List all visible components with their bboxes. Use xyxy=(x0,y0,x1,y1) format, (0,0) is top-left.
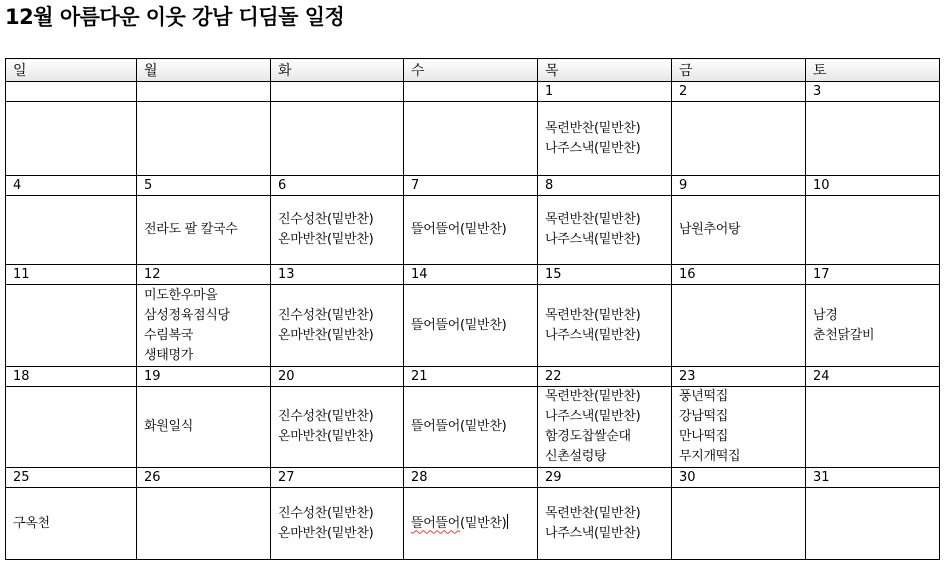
schedule-entry: 전라도 팔 칼국수 xyxy=(144,222,238,237)
schedule-row xyxy=(6,102,940,176)
schedule-row xyxy=(6,285,940,367)
weekday-header-thu: 목 xyxy=(538,59,672,82)
date-cell[interactable]: 13 xyxy=(271,265,404,285)
date-cell[interactable] xyxy=(404,82,538,102)
weekday-header-row xyxy=(6,59,940,82)
schedule-entry: 목련반찬(밑반찬) xyxy=(545,505,641,521)
schedule-entry: 생태명가 xyxy=(144,347,194,363)
schedule-cell[interactable] xyxy=(806,488,940,560)
schedule-entry: 남원추어탕 xyxy=(679,222,741,237)
schedule-row xyxy=(6,196,940,265)
date-cell[interactable]: 20 xyxy=(271,367,404,387)
date-cell[interactable]: 11 xyxy=(6,265,137,285)
schedule-cell[interactable] xyxy=(672,488,806,560)
date-cell[interactable]: 24 xyxy=(806,367,940,387)
date-row xyxy=(6,265,940,285)
schedule-entry: 구옥천 xyxy=(13,515,50,531)
schedule-cell[interactable] xyxy=(404,285,538,367)
weekday-header-tue: 화 xyxy=(271,59,404,82)
weekday-header-sun: 일 xyxy=(6,59,137,82)
schedule-entry: 목련반찬(밑반찬) xyxy=(545,307,641,323)
schedule-entry: 온마반찬(밑반찬) xyxy=(278,327,374,343)
date-cell[interactable]: 3 xyxy=(806,82,940,102)
date-cell[interactable]: 16 xyxy=(672,265,806,285)
schedule-entry: 삼성정육점식당 xyxy=(144,307,230,323)
date-cell[interactable]: 15 xyxy=(538,265,672,285)
date-cell[interactable]: 27 xyxy=(271,468,404,488)
schedule-cell[interactable] xyxy=(672,102,806,176)
weekday-header-wed: 수 xyxy=(404,59,538,82)
schedule-entry: 뜰어뜰어(밑반찬) xyxy=(411,419,507,434)
schedule-entry: 뜰어뜰어(밑반찬) xyxy=(411,515,507,531)
schedule-entry: 함경도찹쌀순대 xyxy=(545,429,631,444)
schedule-cell[interactable] xyxy=(137,285,271,367)
date-cell[interactable]: 28 xyxy=(404,468,538,488)
schedule-cell[interactable] xyxy=(137,387,271,468)
schedule-cell[interactable] xyxy=(271,196,404,265)
schedule-cell[interactable] xyxy=(137,102,271,176)
schedule-cell[interactable] xyxy=(6,387,137,468)
schedule-entry: 수림복국 xyxy=(144,327,194,343)
schedule-entry: 남경 xyxy=(813,307,838,323)
schedule-entry: 진수성찬(밑반찬) xyxy=(278,307,374,323)
date-cell[interactable]: 23 xyxy=(672,367,806,387)
schedule-entry: 목련반찬(밑반찬) xyxy=(545,212,641,227)
date-cell[interactable]: 12 xyxy=(137,265,271,285)
schedule-cell[interactable] xyxy=(806,102,940,176)
schedule-cell[interactable] xyxy=(6,488,137,560)
schedule-cell[interactable] xyxy=(404,387,538,468)
schedule-entry: 진수성찬(밑반찬) xyxy=(278,409,374,424)
date-cell[interactable]: 18 xyxy=(6,367,137,387)
date-cell[interactable]: 2 xyxy=(672,82,806,102)
schedule-calendar xyxy=(5,58,940,560)
weekday-header-fri: 금 xyxy=(672,59,806,82)
date-cell[interactable]: 31 xyxy=(806,468,940,488)
date-cell[interactable]: 19 xyxy=(137,367,271,387)
date-cell[interactable]: 17 xyxy=(806,265,940,285)
schedule-cell[interactable] xyxy=(271,285,404,367)
schedule-cell[interactable] xyxy=(137,196,271,265)
schedule-row xyxy=(6,488,940,560)
date-cell[interactable] xyxy=(6,82,137,102)
date-row xyxy=(6,367,940,387)
schedule-entry: 온마반찬(밑반찬) xyxy=(278,429,374,444)
date-cell[interactable] xyxy=(137,82,271,102)
schedule-entry: 미도한우마을 xyxy=(144,287,218,303)
schedule-cell[interactable] xyxy=(6,102,137,176)
schedule-entry: 나주스낵(밑반찬) xyxy=(545,525,641,541)
schedule-entry: 진수성찬(밑반찬) xyxy=(278,505,374,521)
date-cell[interactable]: 29 xyxy=(538,468,672,488)
schedule-cell[interactable] xyxy=(672,196,806,265)
schedule-cell[interactable] xyxy=(806,285,940,367)
schedule-cell[interactable] xyxy=(806,196,940,265)
schedule-entry: 온마반찬(밑반찬) xyxy=(278,525,374,541)
date-row xyxy=(6,82,940,102)
text-cursor xyxy=(507,514,508,529)
date-cell[interactable]: 21 xyxy=(404,367,538,387)
schedule-cell[interactable] xyxy=(538,387,672,468)
schedule-entry: 뜰어뜰어(밑반찬) xyxy=(411,317,507,333)
schedule-entry: 나주스낵(밑반찬) xyxy=(545,409,641,424)
schedule-entry: 화원일식 xyxy=(144,419,194,434)
schedule-entry: 나주스낵(밑반찬) xyxy=(545,232,641,247)
schedule-entry: 춘천닭갈비 xyxy=(813,327,875,343)
date-cell[interactable]: 5 xyxy=(137,176,271,196)
page-title: 12월 아름다운 이웃 강남 디딤돌 일정 xyxy=(5,5,345,29)
schedule-cell[interactable] xyxy=(6,285,137,367)
date-cell[interactable]: 6 xyxy=(271,176,404,196)
schedule-row xyxy=(6,387,940,468)
schedule-entry: 풍년떡집 xyxy=(679,389,729,404)
schedule-cell[interactable] xyxy=(137,488,271,560)
schedule-cell[interactable] xyxy=(271,488,404,560)
schedule-entry: 뜰어뜰어(밑반찬) xyxy=(411,222,507,237)
schedule-cell[interactable] xyxy=(806,387,940,468)
schedule-cell[interactable] xyxy=(271,102,404,176)
schedule-entry: 나주스낵(밑반찬) xyxy=(545,140,641,156)
date-cell[interactable]: 26 xyxy=(137,468,271,488)
date-cell[interactable] xyxy=(271,82,404,102)
date-cell[interactable]: 9 xyxy=(672,176,806,196)
date-cell[interactable]: 25 xyxy=(6,468,137,488)
date-row xyxy=(6,176,940,196)
schedule-cell[interactable] xyxy=(538,196,672,265)
schedule-entry: 만나떡집 xyxy=(679,429,729,444)
schedule-entry: 온마반찬(밑반찬) xyxy=(278,232,374,247)
schedule-cell[interactable] xyxy=(404,196,538,265)
schedule-cell[interactable] xyxy=(538,285,672,367)
schedule-entry: 진수성찬(밑반찬) xyxy=(278,212,374,227)
date-cell[interactable]: 4 xyxy=(6,176,137,196)
date-cell[interactable]: 22 xyxy=(538,367,672,387)
date-cell[interactable]: 30 xyxy=(672,468,806,488)
weekday-header-sat: 토 xyxy=(806,59,940,82)
date-cell[interactable]: 8 xyxy=(538,176,672,196)
date-cell[interactable]: 10 xyxy=(806,176,940,196)
schedule-entry: 나주스낵(밑반찬) xyxy=(545,327,641,343)
date-row xyxy=(6,468,940,488)
schedule-cell[interactable] xyxy=(271,387,404,468)
schedule-entry: 목련반찬(밑반찬) xyxy=(545,389,641,404)
schedule-cell[interactable] xyxy=(538,488,672,560)
schedule-entry: 목련반찬(밑반찬) xyxy=(545,120,641,136)
date-cell[interactable]: 7 xyxy=(404,176,538,196)
schedule-cell[interactable] xyxy=(538,102,672,176)
schedule-entry: 신촌설렁탕 xyxy=(545,449,607,464)
schedule-entry: 강남떡집 xyxy=(679,409,729,424)
schedule-entry: 무지개떡집 xyxy=(679,449,741,464)
schedule-cell[interactable] xyxy=(404,102,538,176)
date-cell[interactable]: 14 xyxy=(404,265,538,285)
schedule-cell[interactable] xyxy=(6,196,137,265)
weekday-header-mon: 월 xyxy=(137,59,271,82)
schedule-cell[interactable] xyxy=(404,488,538,560)
schedule-cell[interactable] xyxy=(672,387,806,468)
schedule-cell[interactable] xyxy=(672,285,806,367)
date-cell[interactable]: 1 xyxy=(538,82,672,102)
